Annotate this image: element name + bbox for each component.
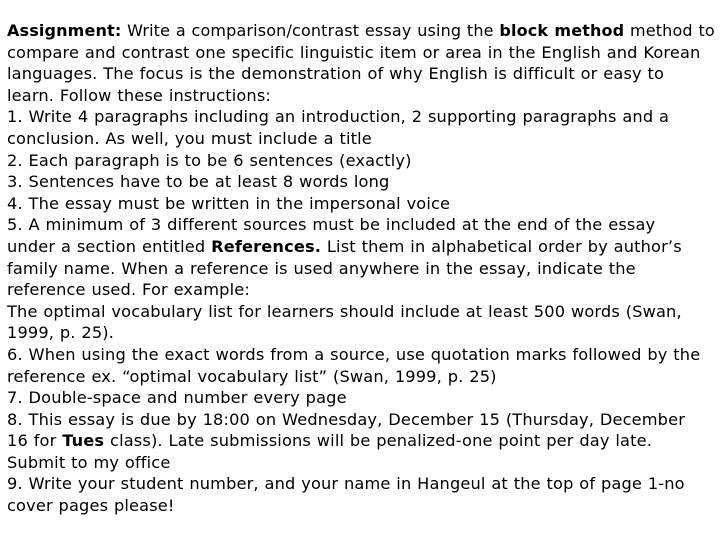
references-label: References. <box>211 236 322 256</box>
text-segment: 16 for <box>7 431 63 451</box>
text-line-4: learn. Follow these instructions: <box>7 85 272 105</box>
instruction-6-line-2: reference ex. “optimal vocabulary list” (Swan, 1999, p. 25) <box>7 366 497 386</box>
block-method-emphasis: block method <box>499 21 625 40</box>
example-line-2: 1999, p. 25). <box>7 323 115 343</box>
assignment-document <box>7 20 715 517</box>
instruction-4: 4. The essay must be written in the impersonal voice <box>7 193 451 213</box>
instruction-8-line-1: 8. This essay is due by 18:00 on Wednesday, December 15 (Thursday, December <box>7 409 686 429</box>
text-segment: under a section entitled <box>7 236 212 256</box>
instruction-7: 7. Double-space and number every page <box>7 388 347 408</box>
instruction-2: 2. Each paragraph is to be 6 sentences (exactly) <box>7 150 412 170</box>
instruction-8-line-2 <box>7 430 715 452</box>
text-segment: List them in alphabetical order by author’s <box>321 236 682 256</box>
instruction-8-line-3: Submit to my office <box>7 452 171 472</box>
instruction-1-line-1: 1. Write 4 paragraphs including an introduction, 2 supporting paragraphs and a <box>7 107 670 127</box>
text-segment: Write a comparison/contrast essay using the <box>121 21 500 40</box>
instruction-5-line-3: family name. When a reference is used anywhere in the essay, indicate the <box>7 258 636 278</box>
tues-label: Tues <box>62 431 105 451</box>
instruction-5-line-1: 5. A minimum of 3 different sources must be included at the end of the essay <box>7 215 656 235</box>
text-segment: method to <box>624 21 715 40</box>
assignment-label: Assignment: <box>7 21 122 40</box>
instruction-6-line-1: 6. When using the exact words from a source, use quotation marks followed by the <box>7 344 701 364</box>
text-line-1 <box>7 20 715 42</box>
instruction-9-line-2: cover pages please! <box>7 496 175 516</box>
instruction-1-line-2: conclusion. As well, you must include a title <box>7 128 372 148</box>
example-line-1: The optimal vocabulary list for learners should include at least 500 words (Swan, <box>7 301 682 321</box>
instruction-9-line-1: 9. Write your student number, and your name in Hangeul at the top of page 1-no <box>7 474 685 494</box>
instruction-3: 3. Sentences have to be at least 8 words long <box>7 172 390 192</box>
instruction-5-line-4: reference used. For example: <box>7 280 250 300</box>
instruction-5-line-2 <box>7 236 715 258</box>
text-line-2: compare and contrast one specific linguistic item or area in the English and Korean <box>7 42 701 62</box>
text-line-3: languages. The focus is the demonstration of why English is difficult or easy to <box>7 64 665 84</box>
text-segment: class). Late submissions will be penalized-one point per day late. <box>104 431 652 451</box>
